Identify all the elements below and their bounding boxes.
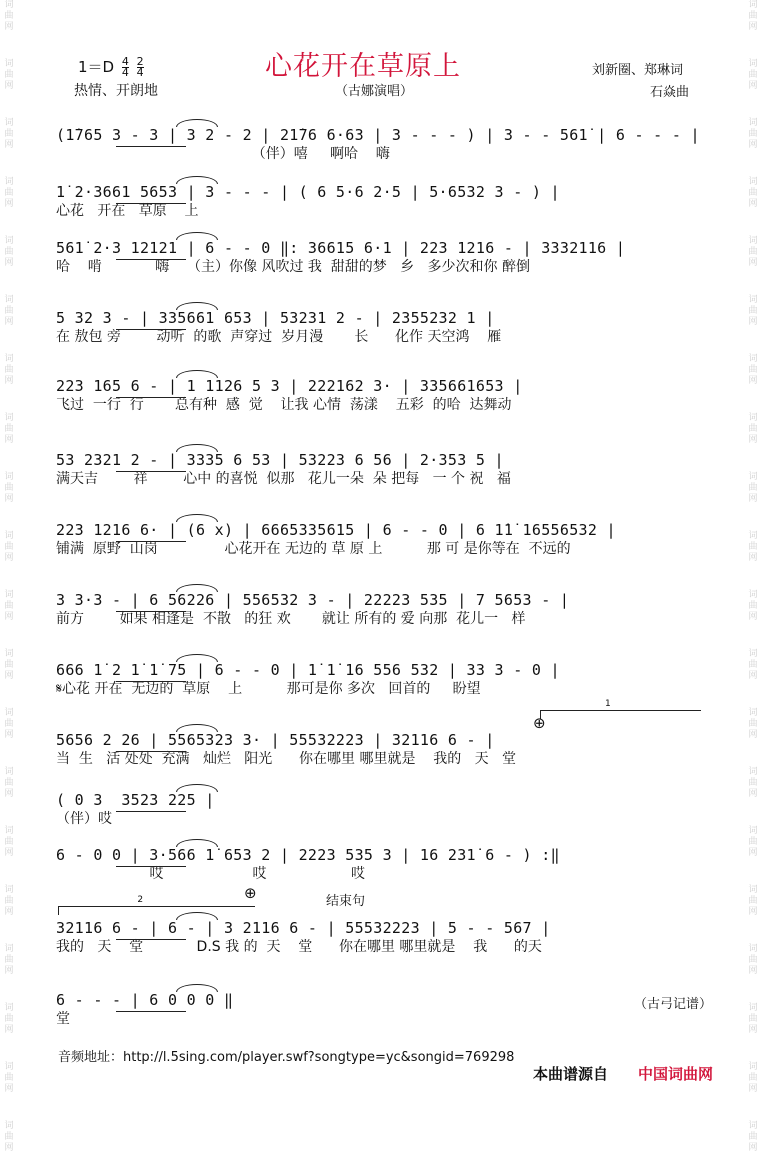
audio-url[interactable]: 音频地址：http://l.5sing.com/player.swf?songtype=yc&songid=769298	[58, 1050, 515, 1065]
lyric-line: 𝄋心花 开在 无边的 草原 上 那可是你 多次 回首的 盼望	[56, 681, 481, 697]
lyric-line: 当 生 活 处处 充满 灿烂 阳光 你在哪里 哪里就是 我的 天 堂	[56, 751, 516, 767]
watermark-text: 词 曲 网	[4, 236, 14, 268]
watermark-text: 词 曲 网	[748, 59, 758, 91]
beam-underline	[116, 203, 186, 204]
time-signature-2: $\frac{2}{4}$	[136, 55, 144, 79]
slur-arc	[176, 119, 218, 127]
beam-underline	[116, 329, 186, 330]
score-line	[56, 308, 708, 346]
lyric-line: 哎 哎 哎	[56, 866, 366, 882]
score-line	[56, 450, 708, 488]
watermark-text: 词 曲 网	[4, 1003, 14, 1035]
watermark-text: 词 曲 网	[4, 413, 14, 445]
beam-underline	[116, 146, 186, 147]
notation-line: 1̇ 2·3661 5653 | 3 - - - | ( 6 5·6 2·5 | 5·6532 3 - ) |	[56, 183, 560, 201]
score-line	[56, 238, 708, 276]
slur-arc	[176, 302, 218, 310]
coda-symbol-1: ⊕	[533, 714, 546, 732]
score-line	[56, 182, 708, 220]
watermark-text: 词 曲 网	[4, 590, 14, 622]
watermark-text: 词 曲 网	[4, 649, 14, 681]
slur-arc	[176, 839, 218, 847]
watermark-text: 词 曲 网	[4, 826, 14, 858]
beam-underline	[116, 611, 186, 612]
slur-arc	[176, 584, 218, 592]
slur-arc	[176, 514, 218, 522]
watermark-text: 词 曲 网	[748, 118, 758, 150]
watermark-text: 词 曲 网	[4, 472, 14, 504]
watermark-text: 词 曲 网	[4, 1121, 14, 1153]
score-line	[56, 845, 708, 883]
watermark-text: 词 曲 网	[4, 0, 14, 32]
lyric-line: 哈 啃 嗨 （主）你像 风吹过 我 甜甜的梦 乡 多少次和你 醉倒	[56, 259, 530, 275]
watermark-text: 词 曲 网	[748, 590, 758, 622]
notation-line: 53 2321 2 - | 3335 6 53 | 53223 6 56 | 2·353 5 |	[56, 451, 504, 469]
notation-line: 6 - - - | 6 0 0 0 ‖	[56, 991, 234, 1009]
score-line	[56, 376, 708, 414]
lyric-line: （伴）哎	[56, 811, 112, 827]
notation-line: 5 32 3 - | 335661 653 | 53231 2 - | 2355232 1 |	[56, 309, 495, 327]
beam-underline	[116, 1011, 186, 1012]
watermark-text: 词 曲 网	[4, 708, 14, 740]
song-title: 心花开在草原上	[265, 51, 461, 82]
watermark-text: 词 曲 网	[748, 236, 758, 268]
beam-underline	[116, 471, 186, 472]
key-signature	[78, 56, 144, 78]
watermark-text: 词 曲 网	[748, 354, 758, 386]
watermark-text: 词 曲 网	[4, 354, 14, 386]
beam-underline	[116, 811, 186, 812]
watermark-text: 词 曲 网	[748, 649, 758, 681]
watermark-text: 词 曲 网	[4, 177, 14, 209]
tempo-marking: 热情、开朗地	[74, 83, 158, 99]
beam-underline	[116, 681, 186, 682]
watermark-text: 词 曲 网	[748, 295, 758, 327]
singer-credit: （古娜演唱）	[335, 84, 414, 99]
watermark-text: 词 曲 网	[748, 944, 758, 976]
slur-arc	[176, 724, 218, 732]
slur-arc	[176, 444, 218, 452]
lyric-line: 心花 开在 草原 上	[56, 203, 199, 219]
watermark-text: 词 曲 网	[4, 295, 14, 327]
lyric-line: 在 敖包 旁 动听 的歌 声穿过 岁月漫 长 化作 天空鸿 雁	[56, 329, 502, 345]
lyric-line: 我的 天 堂 D.S 我 的 天 堂 你在哪里 哪里就是 我 的天	[56, 939, 542, 955]
watermark-text: 词 曲 网	[748, 885, 758, 917]
notation-line: 5656 2 26 | 5565323 3· | 55532223 | 32116 6 - |	[56, 731, 495, 749]
slur-arc	[176, 176, 218, 184]
watermark-text: 词 曲 网	[4, 1062, 14, 1094]
notation-line: 3 3·3 - | 6 56226 | 556532 3 - | 22223 535 | 7 5653 - |	[56, 591, 570, 609]
beam-underline	[116, 751, 186, 752]
score-line	[56, 918, 708, 956]
notation-line: 6 - 0 0 | 3·566 1̇ 653 2 | 2223 535 3 | 16 231̇ 6 - ) :‖	[56, 846, 560, 864]
watermark-text: 词 曲 网	[748, 708, 758, 740]
beam-underline	[116, 259, 186, 260]
score-line	[56, 590, 708, 628]
watermark-text: 词 曲 网	[4, 767, 14, 799]
notation-line: 561̇ 2·3 12121 | 6 - - 0 ‖: 36615 6·1 | 223 1216 - | 3332116 |	[56, 239, 626, 257]
slur-arc	[176, 654, 218, 662]
watermark-text: 词 曲 网	[748, 177, 758, 209]
score-line	[56, 520, 708, 558]
score-line	[56, 125, 708, 163]
key-label: 1＝D	[78, 58, 115, 76]
notation-line: 32116 6 - | 6 - | 3 2116 6 - | 55532223 | 5 - - 567 |	[56, 919, 551, 937]
volta-bracket-2: 2	[58, 906, 255, 915]
watermark-text: 词 曲 网	[4, 944, 14, 976]
score-line	[56, 730, 708, 768]
score-line	[56, 990, 708, 1028]
watermark-text: 词 曲 网	[748, 413, 758, 445]
slur-arc	[176, 232, 218, 240]
slur-arc	[176, 370, 218, 378]
watermark-right	[746, 0, 760, 1153]
notation-line: ( 0 3 3523 225 |	[56, 791, 215, 809]
watermark-text: 词 曲 网	[4, 118, 14, 150]
notation-line: 223 1216 6· | (6 x) | 6665335615 | 6 - - 0 | 6 1̇1̇ 16556532 |	[56, 521, 616, 539]
watermark-text: 词 曲 网	[748, 826, 758, 858]
score-line	[56, 790, 708, 828]
notation-line: (1̇765 3 - 3 | 3 2 - 2 | 21̇76 6·63 | 3 - - - ) | 3 - - 561̇ | 6 - - - |	[56, 126, 700, 144]
watermark-text: 词 曲 网	[4, 531, 14, 563]
source-label: 本曲谱源自	[533, 1065, 609, 1083]
watermark-text: 词 曲 网	[748, 1003, 758, 1035]
composer-credit: 石焱曲	[650, 85, 690, 100]
beam-underline	[116, 866, 186, 867]
watermark-text: 词 曲 网	[4, 59, 14, 91]
lyric-line: 前方 如果 相逢是 不散 的狂 欢 就让 所有的 爱 向那 花儿一 样	[56, 611, 526, 627]
ending-label: 结束句	[326, 894, 366, 909]
lyric-line: （伴）嘻 啊哈 嗨	[56, 146, 390, 162]
slur-arc	[176, 784, 218, 792]
notation-line: 223 165 6 - | 1 1126 5 3 | 222162 3· | 335661653 |	[56, 377, 523, 395]
watermark-text: 词 曲 网	[748, 531, 758, 563]
beam-underline	[116, 397, 186, 398]
watermark-left	[2, 0, 16, 1153]
watermark-text: 词 曲 网	[748, 1062, 758, 1094]
notation-line: 666 1̇ 2 1̇ 1̇ 75 | 6 - - 0 | 1̇ 1̇ 16 556 532 | 33 3 - 0 |	[56, 661, 560, 679]
lyric-line: 满天吉 祥 心中 的喜悦 似那 花儿一朵 朵 把每 一 个 祝 福	[56, 471, 511, 487]
lyric-line: 堂	[56, 1011, 70, 1027]
coda-symbol-2: ⊕	[244, 884, 257, 902]
lyric-line: 铺满 原野 山岗 心花开在 无边的 草 原 上 那 可 是你等在 不远的	[56, 541, 571, 557]
watermark-text: 词 曲 网	[748, 472, 758, 504]
watermark-text: 词 曲 网	[748, 767, 758, 799]
watermark-text: 词 曲 网	[748, 0, 758, 32]
source-brand[interactable]: 中国词曲网	[638, 1065, 714, 1083]
score-line	[56, 660, 708, 698]
transcriber-credit: （古弓记谱）	[634, 997, 713, 1012]
lyricist-credit: 刘新圈、郑琳词	[592, 63, 684, 78]
watermark-text: 词 曲 网	[4, 885, 14, 917]
watermark-text: 词 曲 网	[748, 1121, 758, 1153]
time-signature-1: $\frac{4}{4}$	[121, 55, 129, 79]
beam-underline	[116, 541, 186, 542]
beam-underline	[116, 939, 186, 940]
lyric-line: 飞过 一行 行 总有种 感 觉 让我 心情 荡漾 五彩 的哈 达舞动	[56, 397, 512, 413]
volta-bracket-1: 1	[540, 710, 701, 719]
slur-arc	[176, 984, 218, 992]
